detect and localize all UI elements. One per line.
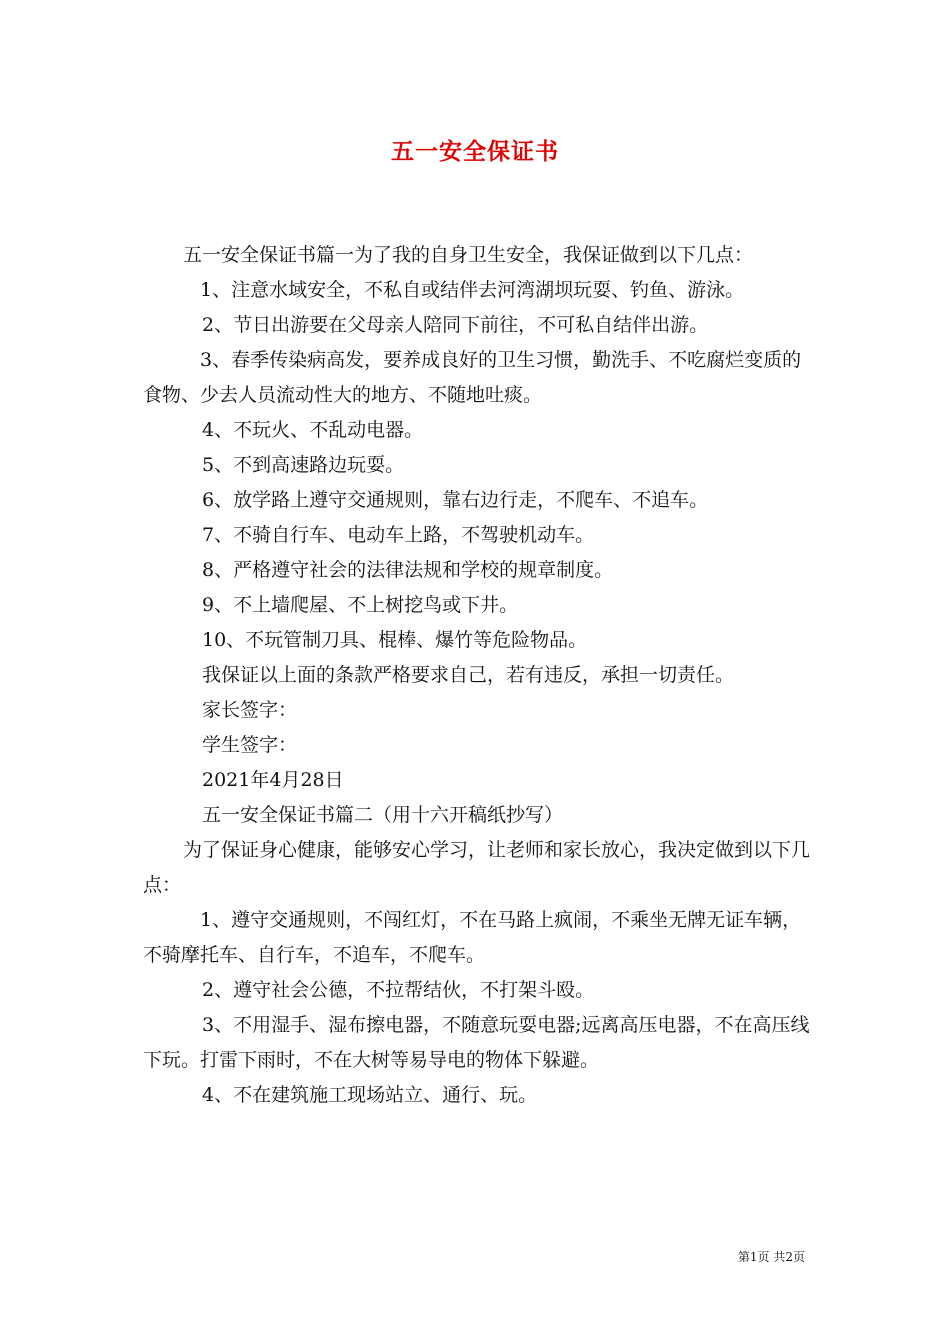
paragraph: 五一安全保证书篇一为了我的自身卫生安全，我保证做到以下几点： bbox=[183, 244, 754, 266]
list-item: 6、放学路上遵守交通规则，靠右边行走，不爬车、不追车。 bbox=[202, 489, 709, 511]
section-heading: 五一安全保证书篇二（用十六开稿纸抄写） bbox=[202, 804, 564, 826]
paragraph: 为了保证身心健康，能够安心学习，让老师和家长放心，我决定做到以下几点： bbox=[143, 839, 811, 896]
list-item: 2、遵守社会公德，不拉帮结伙，不打架斗殴。 bbox=[202, 979, 595, 1001]
list-item: 10、不玩管制刀具、棍棒、爆竹等危险物品。 bbox=[202, 629, 588, 651]
pledge-statement: 我保证以上面的条款严格要求自己，若有违反，承担一切责任。 bbox=[202, 664, 735, 686]
page-title: 五一安全保证书 bbox=[391, 138, 559, 165]
list-item: 1、注意水域安全，不私自或结伴去河湾湖坝玩耍、钓鱼、游泳。 bbox=[200, 279, 745, 301]
student-signature-label: 学生签字： bbox=[202, 734, 298, 756]
date-line: 2021年4月28日 bbox=[202, 769, 344, 791]
list-item: 5、不到高速路边玩耍。 bbox=[202, 454, 405, 476]
parent-signature-label: 家长签字： bbox=[202, 699, 298, 721]
list-item: 4、不在建筑施工现场站立、通行、玩。 bbox=[202, 1084, 538, 1106]
list-item: 4、不玩火、不乱动电器。 bbox=[202, 419, 424, 441]
list-item: 8、严格遵守社会的法律法规和学校的规章制度。 bbox=[202, 559, 614, 581]
list-item: 3、不用湿手、湿布擦电器，不随意玩耍电器;远离高压电器，不在高压线下玩。打雷下雨时，不在大树等易导电的物体下躲避。 bbox=[143, 1014, 810, 1071]
page-number: 第1页 共2页 bbox=[737, 1250, 805, 1264]
list-item: 3、春季传染病高发，要养成良好的卫生习惯，勤洗手、不吃腐烂变质的食物、少去人员流动性大的地方、不随地吐痰。 bbox=[143, 349, 802, 406]
list-item: 2、节日出游要在父母亲人陪同下前往，不可私自结伴出游。 bbox=[202, 314, 709, 336]
list-item: 1、遵守交通规则，不闯红灯，不在马路上疯闹，不乘坐无牌无证车辆，不骑摩托车、自行车，不追车，不爬车。 bbox=[143, 909, 802, 966]
list-item: 9、不上墙爬屋、不上树挖鸟或下井。 bbox=[202, 594, 519, 616]
document-body bbox=[143, 238, 813, 1113]
list-item: 7、不骑自行车、电动车上路，不驾驶机动车。 bbox=[202, 524, 595, 546]
